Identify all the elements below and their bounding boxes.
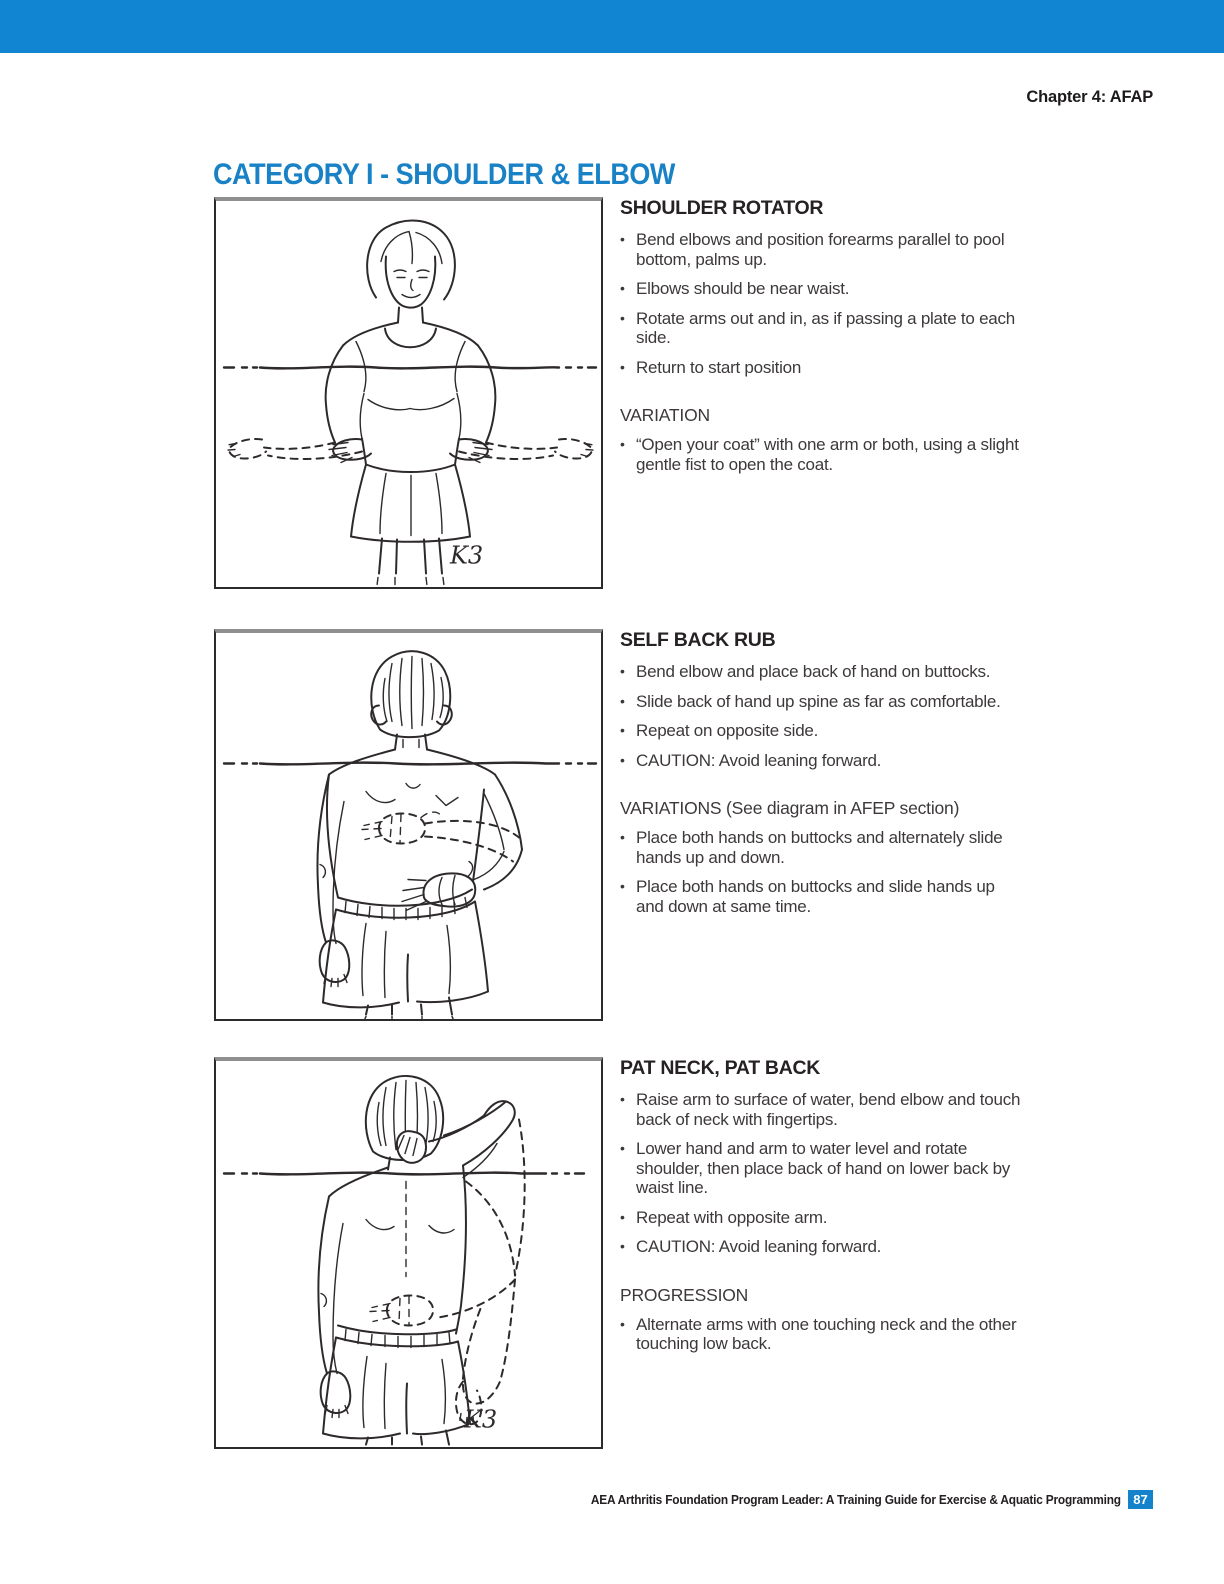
bullet-dot: • — [620, 878, 625, 894]
bullet-dot: • — [620, 1238, 625, 1254]
exercise-text-pat-neck-pat-back — [620, 1057, 1024, 1364]
variation-bullet: • Place both hands on buttocks and alternately slide hands up and down. — [620, 828, 1003, 867]
top-blue-bar — [0, 0, 1224, 53]
bullet-dot: • — [620, 1140, 625, 1156]
figure-man-back-arm-up — [318, 1076, 514, 1445]
bullet-dot: • — [620, 692, 625, 709]
bullet-dot: • — [620, 829, 625, 845]
dashed-rotated-arms — [223, 439, 598, 459]
pat-neck-pat-back-illustration — [216, 1061, 601, 1447]
waterline — [224, 763, 596, 765]
illustration-box-pat-neck-pat-back — [214, 1057, 603, 1449]
progression-bullet: • Alternate arms with one touching neck and the other touching low back. — [620, 1314, 1017, 1353]
exercise-bullet: • Bend elbow and place back of hand on buttocks. — [620, 662, 991, 681]
exercise-bullet: • CAUTION: Avoid leaning forward. — [620, 750, 882, 770]
exercise-text-self-back-rub — [620, 629, 1024, 926]
exercise-bullet: • Raise arm to surface of water, bend elbow and touch back of neck with fingertips. — [620, 1090, 1021, 1129]
bullet-dot: • — [620, 751, 625, 768]
exercise-bullet: • Bend elbows and position forearms parallel to pool bottom, palms up. — [620, 230, 1005, 269]
illustration-box-shoulder-rotator — [214, 197, 603, 589]
bullet-dot: • — [620, 231, 625, 247]
chapter-header: Chapter 4: AFAP — [1026, 88, 1153, 106]
exercise-name: SHOULDER ROTATOR — [620, 197, 824, 219]
shoulder-rotator-illustration — [216, 201, 601, 587]
figure-man-back — [317, 651, 522, 1018]
dashed-lowered-arm — [370, 1120, 525, 1429]
variation-bullet: • Place both hands on buttocks and slide hands up and down at same time. — [620, 877, 995, 916]
exercise-name: PAT NECK, PAT BACK — [620, 1057, 821, 1079]
exercise-bullet: • Elbows should be near waist. — [620, 279, 850, 298]
exercise-bullet: • Lower hand and arm to water level and rotate shoulder, then place back of hand on lower back by waist line. — [620, 1139, 1011, 1197]
exercise-bullet: • CAUTION: Avoid leaning forward. — [620, 1237, 882, 1256]
exercise-bullet: • Slide back of hand up spine as far as comfortable. — [620, 691, 1001, 711]
bullet-dot: • — [620, 1091, 625, 1107]
exercise-bullet: • Repeat with opposite arm. — [620, 1207, 828, 1227]
exercise-bullet: • Return to start position — [620, 357, 802, 377]
self-back-rub-illustration — [216, 633, 601, 1019]
bullet-dot: • — [620, 436, 625, 452]
variation-label: VARIATION — [620, 405, 710, 425]
bullet-dot: • — [620, 1315, 625, 1332]
exercise-bullet: • Repeat on opposite side. — [620, 721, 819, 740]
exercise-bullet: • Rotate arms out and in, as if passing a plate to each side. — [620, 308, 1015, 347]
illustration-box-self-back-rub — [214, 629, 603, 1021]
waterline — [224, 1173, 584, 1175]
bullet-dot: • — [620, 309, 625, 326]
figure-woman-front — [326, 221, 496, 586]
page-footer — [563, 1490, 1153, 1509]
bullet-dot: • — [620, 358, 625, 375]
page-title: CATEGORY I - SHOULDER & ELBOW — [213, 158, 675, 192]
footer-title: AEA Arthritis Foundation Program Leader: A Training Guide for Exercise & Aquatic Programming — [591, 1492, 1121, 1507]
exercise-name: SELF BACK RUB — [620, 629, 776, 651]
waterline — [224, 367, 596, 369]
page-number-badge: 87 — [1128, 1490, 1153, 1509]
illustrator-signature: K3 — [464, 1405, 498, 1434]
exercise-text-shoulder-rotator — [620, 197, 1024, 484]
variations-label: VARIATIONS (See diagram in AFEP section) — [620, 798, 960, 818]
bullet-dot: • — [620, 663, 625, 679]
variation-bullet: • “Open your coat” with one arm or both, using a slight gentle fist to open the coat. — [620, 435, 1019, 474]
bullet-dot: • — [620, 280, 625, 296]
bullet-dot: • — [620, 722, 625, 738]
progression-label: PROGRESSION — [620, 1284, 749, 1305]
bullet-dot: • — [620, 1208, 625, 1225]
illustrator-signature: K3 — [450, 541, 484, 570]
